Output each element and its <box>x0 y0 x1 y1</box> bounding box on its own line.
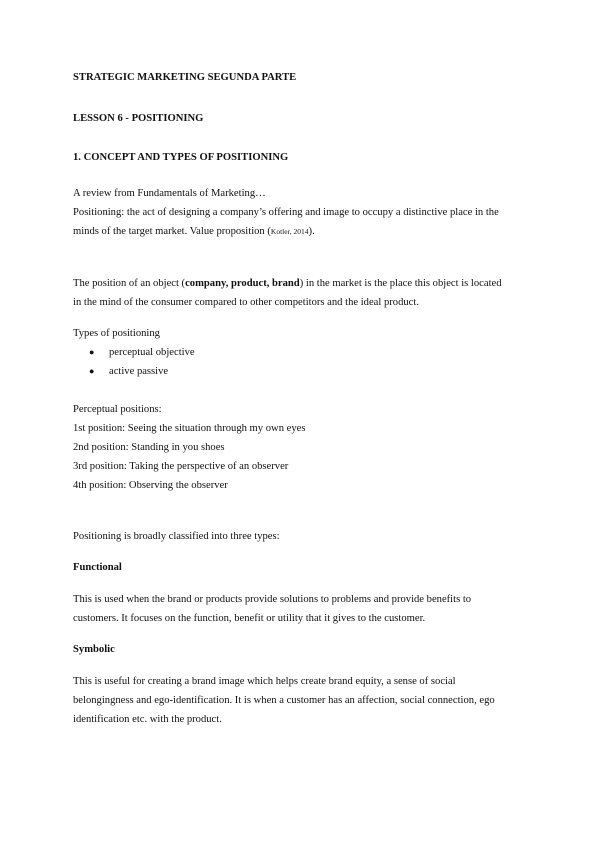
definition-text: minds of the target market. Value proposition ( <box>73 226 271 237</box>
section-heading: 1. CONCEPT AND TYPES OF POSITIONING <box>73 152 289 163</box>
bullet-icon: ● <box>89 347 95 357</box>
definition-text-end: ). <box>308 226 315 237</box>
position-text: The position of an object ( <box>73 278 186 289</box>
classified-text: Positioning is broadly classified into three types: <box>73 531 280 542</box>
list-item: perceptual objective <box>109 347 195 358</box>
definition-line-2 <box>73 225 315 238</box>
bullet-icon: ● <box>89 366 95 376</box>
functional-line-2: customers. It focuses on the function, benefit or utility that it gives to the customer. <box>73 613 426 624</box>
symbolic-line-3: identification etc. with the product. <box>73 714 222 725</box>
definition-line-1: Positioning: the act of designing a company’s offering and image to occupy a distinctive place in the <box>73 207 499 218</box>
functional-line-1: This is used when the brand or products provide solutions to problems and provide benefits to <box>73 594 472 605</box>
symbolic-line-1: This is useful for creating a brand image which helps create brand equity, a sense of social <box>73 676 456 687</box>
lesson-heading: LESSON 6 - POSITIONING <box>73 113 204 124</box>
functional-heading: Functional <box>73 562 122 573</box>
position-text-end: ) in the market is the place this object is located <box>299 278 502 289</box>
position-line-2: in the mind of the consumer compared to other competitors and the ideal product. <box>73 297 419 308</box>
symbolic-line-2: belongingness and ego-identification. It is when a customer has an affection, social connection, ego <box>73 695 495 706</box>
types-heading: Types of positioning <box>73 328 160 339</box>
definition-citation: Kotler, 2014 <box>270 227 309 236</box>
list-item: active passive <box>109 366 169 377</box>
position-bold-terms: company, product, brand <box>185 278 300 289</box>
symbolic-heading: Symbolic <box>73 644 115 655</box>
review-intro: A review from Fundamentals of Marketing… <box>73 188 266 199</box>
document-title: STRATEGIC MARKETING SEGUNDA PARTE <box>73 72 297 83</box>
position-line-1 <box>73 277 502 290</box>
perceptual-heading: Perceptual positions: <box>73 404 162 415</box>
perceptual-item: 4th position: Observing the observer <box>73 480 228 491</box>
perceptual-item: 3rd position: Taking the perspective of an observer <box>73 461 289 472</box>
perceptual-item: 1st position: Seeing the situation through my own eyes <box>73 423 306 434</box>
perceptual-item: 2nd position: Standing in you shoes <box>73 442 225 453</box>
